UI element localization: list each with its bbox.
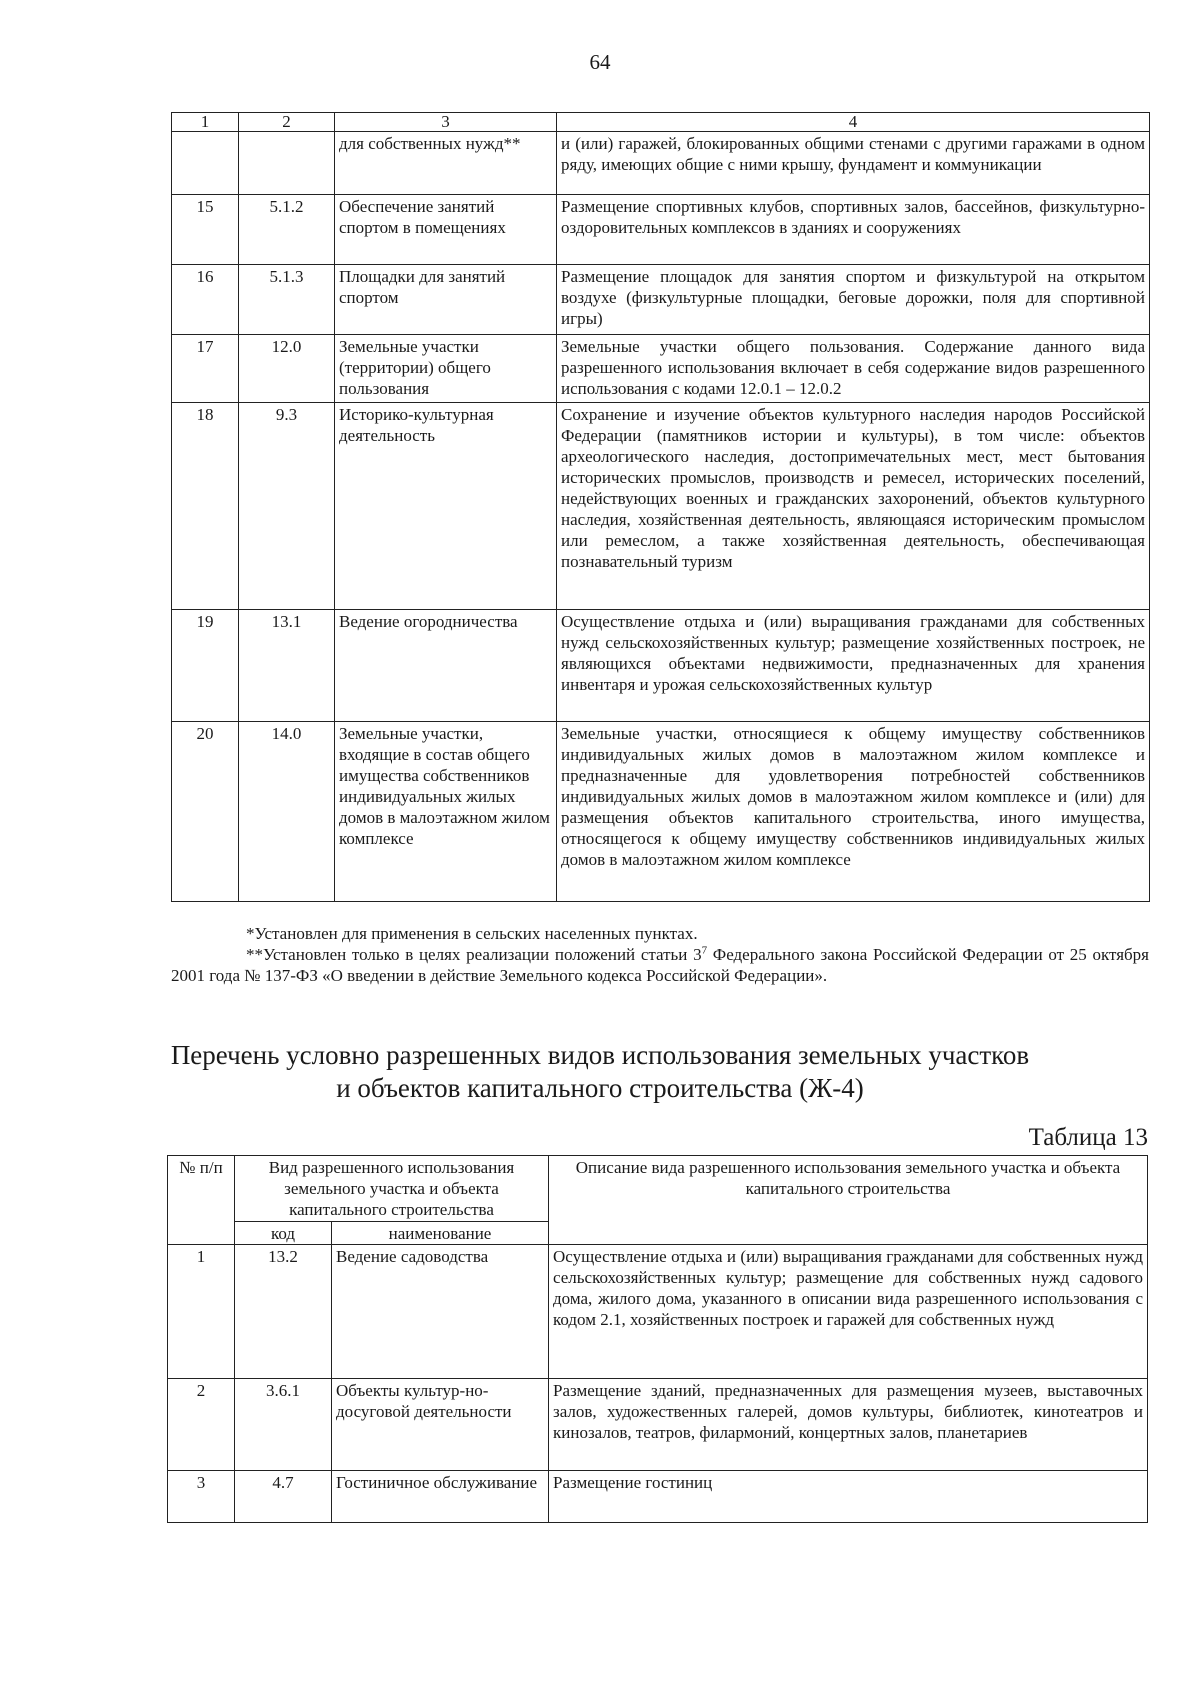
table-row: [172, 722, 1150, 902]
table-row: [168, 1471, 1148, 1523]
row-description: Размещение гостиниц: [549, 1471, 1148, 1523]
row-number: 2: [168, 1379, 235, 1471]
row-number: 16: [172, 265, 239, 335]
row-description: Размещение зданий, предназначенных для размещения музеев, выставочных залов, художественных галерей, домов культуры, библиотек, кинотеатров и кинозалов, театров, филармоний, концертных залов, планетариев: [549, 1379, 1148, 1471]
row-description: Сохранение и изучение объектов культурного наследия народов Российской Федерации (памятников истории и культуры), в том числе: объектов археологического наследия, достопримечательных мест, мест бытования исторических промыслов, производств и ремесел, исторических поселений, недействующих военных и гражданских захоронений, объектов культурного наследия, хозяйственная деятельность, являющаяся историческим промыслом или ремеслом, а также хозяйственная деятельность, обеспечивающая познавательный туризм: [557, 403, 1150, 610]
conditional-land-use-table: [167, 1155, 1148, 1523]
column-number-2: 2: [239, 113, 335, 132]
row-name: Обеспечение занятий спортом в помещениях: [335, 195, 557, 265]
table-row: [168, 1245, 1148, 1379]
row-number: 3: [168, 1471, 235, 1523]
footnotes: [171, 923, 1149, 986]
header-number: № п/п: [168, 1156, 235, 1245]
table-row: [172, 195, 1150, 265]
column-number-3: 3: [335, 113, 557, 132]
row-code: 12.0: [239, 335, 335, 403]
row-description: Осуществление отдыха и (или) выращивания гражданами для собственных нужд сельскохозяйственных культур; размещение хозяйственных построек, не являющихся объектами недвижимости, предназначенных для хранения инвентаря и урожая сельскохозяйственных культур: [557, 610, 1150, 722]
table-header-row: [168, 1156, 1148, 1222]
row-name: для собственных нужд**: [335, 132, 557, 195]
land-use-table-continued: [171, 112, 1150, 902]
column-number-1: 1: [172, 113, 239, 132]
row-code: 4.7: [235, 1471, 332, 1523]
header-use-type: Вид разрешенного использования земельного участка и объекта капитального строительства: [235, 1156, 549, 1222]
section-heading-line-2: и объектов капитального строительства (Ж-4): [336, 1073, 864, 1103]
row-number: [172, 132, 239, 195]
row-name: Земельные участки (территории) общего пользования: [335, 335, 557, 403]
row-code: 13.1: [239, 610, 335, 722]
row-number: 20: [172, 722, 239, 902]
header-name: наименование: [332, 1222, 549, 1245]
table-caption: Таблица 13: [1028, 1124, 1148, 1151]
row-description: Земельные участки, относящиеся к общему имуществу собственников индивидуальных жилых домов в малоэтажном жилом комплексе и предназначенные для удовлетворения потребностей собственников индивидуальных жилых домов в малоэтажном жилом комплексе и (или) для размещения объектов капитального строительства, иного имущества, относящегося к общему имуществу собственников индивидуальных жилых домов в малоэтажном жилом комплексе: [557, 722, 1150, 902]
table-row: [172, 335, 1150, 403]
row-description: Размещение площадок для занятия спортом и физкультурой на открытом воздухе (физкультурные площадки, беговые дорожки, поля для спортивной игры): [557, 265, 1150, 335]
row-name: Ведение огородничества: [335, 610, 557, 722]
table-row: [168, 1379, 1148, 1471]
table-row: [172, 265, 1150, 335]
row-code: 9.3: [239, 403, 335, 610]
row-name: Земельные участки, входящие в состав общего имущества собственников индивидуальных жилых домов в малоэтажном жилом комплексе: [335, 722, 557, 902]
table-row: [172, 132, 1150, 195]
row-number: 19: [172, 610, 239, 722]
row-name: Площадки для занятий спортом: [335, 265, 557, 335]
row-code: 5.1.3: [239, 265, 335, 335]
row-number: 18: [172, 403, 239, 610]
row-name: Историко-культурная деятельность: [335, 403, 557, 610]
row-number: 17: [172, 335, 239, 403]
row-description: Земельные участки общего пользования. Содержание данного вида разрешенного использования включает в себя содержание видов разрешенного использования с кодами 12.0.1 – 12.0.2: [557, 335, 1150, 403]
column-number-4: 4: [557, 113, 1150, 132]
footnote-law-text: **Установлен только в целях реализации положений статьи 3: [246, 945, 702, 964]
table-header-row: [172, 113, 1150, 132]
footnote-rural: *Установлен для применения в сельских населенных пунктах.: [246, 924, 698, 943]
table-row: [172, 610, 1150, 722]
row-code: 14.0: [239, 722, 335, 902]
row-name: Объекты культур-но-досуговой деятельности: [332, 1379, 549, 1471]
row-code: 5.1.2: [239, 195, 335, 265]
table-row: [172, 403, 1150, 610]
footnote-law-text-end: Федерального закона Российской Федерации от 25 октября 2001 года № 137-ФЗ «О введении в действие Земельного кодекса Российской Федерации».: [171, 945, 1149, 985]
row-code: 3.6.1: [235, 1379, 332, 1471]
page-number: 64: [589, 50, 611, 74]
header-description: Описание вида разрешенного использования земельного участка и объекта капитального строительства: [549, 1156, 1148, 1245]
footnote-law-superscript: 7: [701, 944, 708, 957]
row-code: 13.2: [235, 1245, 332, 1379]
row-number: 1: [168, 1245, 235, 1379]
row-name: Гостиничное обслуживание: [332, 1471, 549, 1523]
row-code: [239, 132, 335, 195]
row-number: 15: [172, 195, 239, 265]
header-code: код: [235, 1222, 332, 1245]
row-description: и (или) гаражей, блокированных общими стенами с другими гаражами в одном ряду, имеющих общие с ними крышу, фундамент и коммуникации: [557, 132, 1150, 195]
section-heading-line-1: Перечень условно разрешенных видов использования земельных участков: [170, 1040, 1030, 1070]
row-description: Осуществление отдыха и (или) выращивания гражданами для собственных нужд сельскохозяйственных культур; размещение для собственных нужд садового дома, жилого дома, указанного в описании вида разрешенного использования с кодом 2.1, хозяйственных построек и гаражей для собственных нужд: [549, 1245, 1148, 1379]
section-heading: [0, 1039, 1200, 1105]
row-description: Размещение спортивных клубов, спортивных залов, бассейнов, физкультурно-оздоровительных комплексов в зданиях и сооружениях: [557, 195, 1150, 265]
row-name: Ведение садоводства: [332, 1245, 549, 1379]
footnote-law: [171, 944, 1149, 986]
